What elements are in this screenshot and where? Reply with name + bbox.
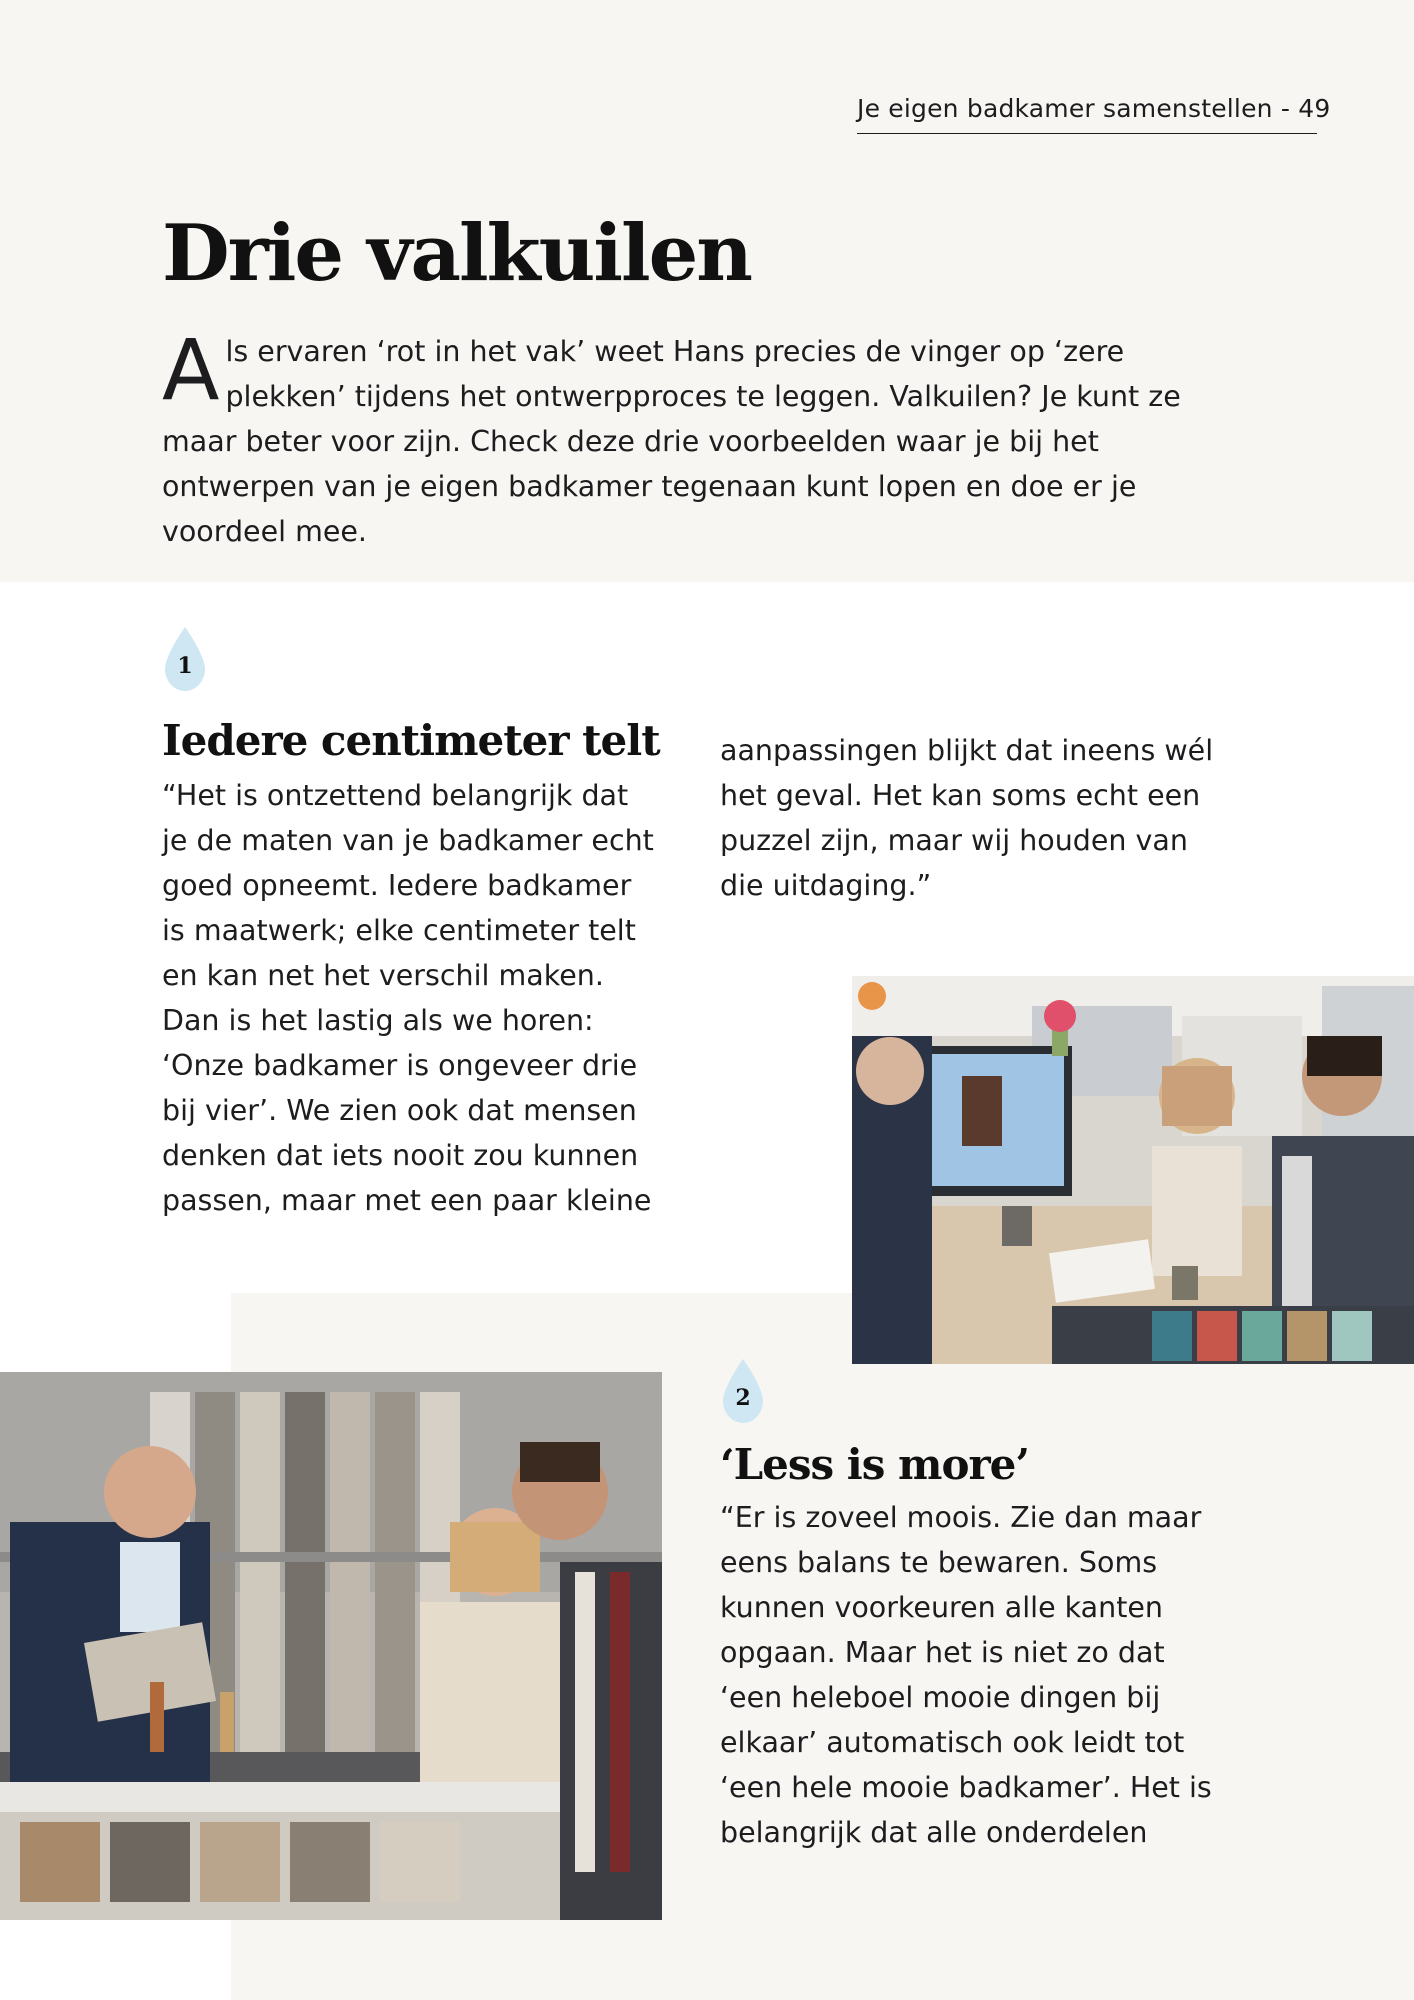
section-2-drop-icon bbox=[720, 1357, 766, 1415]
running-separator: - bbox=[1280, 94, 1291, 123]
intro-text: ls ervaren ‘rot in het vak’ weet Hans precies de vinger op ‘zere plekken’ tijdens het ontwerpproces te leggen. Valkuilen? Je kunt ze maar beter voor zijn. Check deze drie voorbeelden waar je bij het ontwerpen van je eigen badkamer tegenaan kunt lopen en doe er je voordeel mee. bbox=[162, 335, 1181, 548]
section-2-number: 2 bbox=[735, 1385, 751, 1411]
intro-dropcap: A bbox=[162, 321, 220, 419]
section-2-column-1: “Er is zoveel moois. Zie dan maar eens balans te bewaren. Soms kunnen voorkeuren alle kanten opgaan. Maar het is niet zo dat ‘een heleboel mooie dingen bij elkaar’ automatisch ook leidt tot ‘een hele mooie badkamer’. Het is belangrijk dat alle onderdelen bbox=[720, 1501, 1212, 1849]
section-1-heading: Iedere centimeter telt bbox=[162, 716, 660, 765]
section-1-column-1: “Het is ontzettend belangrijk dat je de maten van je badkamer echt goed opneemt. Iedere badkamer is maatwerk; elke centimeter telt en kan net het verschil maken. Dan is het lastig als we horen: ‘Onze badkamer is ongeveer drie bij vier’. We zien ook dat mensen denken dat iets nooit zou kunnen passen, maar met een paar kleine bbox=[162, 779, 654, 1217]
page-number: 49 bbox=[1298, 94, 1331, 123]
consultation-photo bbox=[852, 976, 1414, 1364]
page-title: Drie valkuilen bbox=[162, 208, 751, 299]
running-title: Je eigen badkamer samenstellen bbox=[857, 94, 1273, 123]
showroom-photo bbox=[0, 1372, 662, 1920]
intro-paragraph bbox=[162, 321, 1252, 554]
running-head bbox=[857, 94, 1331, 134]
section-1-number: 1 bbox=[177, 653, 193, 679]
section-2-heading: ‘Less is more’ bbox=[720, 1440, 1029, 1489]
section-1-column-2: aanpassingen blijkt dat ineens wél het geval. Het kan soms echt een puzzel zijn, maar wij houden van die uitdaging.” bbox=[720, 734, 1214, 902]
section-1-drop-icon bbox=[162, 625, 208, 683]
